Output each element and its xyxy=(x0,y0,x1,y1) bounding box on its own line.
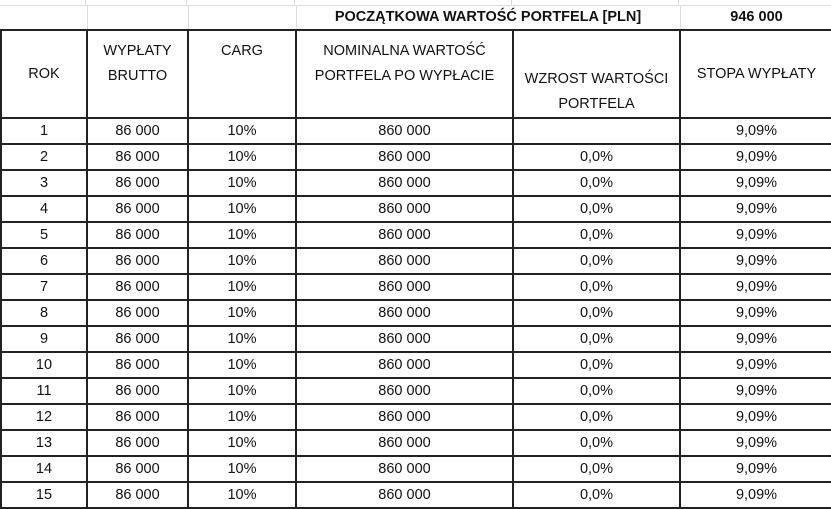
cell-nominalna[interactable]: 860 000 xyxy=(296,196,513,222)
cell-stopa[interactable]: 9,09% xyxy=(680,326,831,352)
cell-carg[interactable]: 10% xyxy=(188,248,296,274)
cell-rok[interactable]: 11 xyxy=(1,378,87,404)
table-row xyxy=(1,196,831,222)
cell-wzrost[interactable]: 0,0% xyxy=(513,248,680,274)
cell-carg[interactable]: 10% xyxy=(188,196,296,222)
cell-rok[interactable]: 3 xyxy=(1,170,87,196)
cell-wyplaty[interactable]: 86 000 xyxy=(87,404,188,430)
title-row xyxy=(1,5,831,30)
cell-rok[interactable]: 14 xyxy=(1,456,87,482)
cell-rok[interactable]: 10 xyxy=(1,352,87,378)
cell-nominalna[interactable]: 860 000 xyxy=(296,118,513,144)
empty-cell[interactable] xyxy=(1,5,87,30)
table-row xyxy=(1,118,831,144)
cell-stopa[interactable]: 9,09% xyxy=(680,430,831,456)
cell-carg[interactable]: 10% xyxy=(188,274,296,300)
cell-stopa[interactable]: 9,09% xyxy=(680,300,831,326)
table-row xyxy=(1,326,831,352)
table-row xyxy=(1,482,831,508)
header-wzrost[interactable]: WZROST WARTOŚCI PORTFELA xyxy=(513,30,680,118)
cell-nominalna[interactable]: 860 000 xyxy=(296,144,513,170)
cell-stopa[interactable]: 9,09% xyxy=(680,170,831,196)
table-row xyxy=(1,300,831,326)
cell-wyplaty[interactable]: 86 000 xyxy=(87,482,188,508)
cell-wyplaty[interactable]: 86 000 xyxy=(87,196,188,222)
initial-portfolio-label[interactable]: POCZĄTKOWA WARTOŚĆ PORTFELA [PLN] xyxy=(296,5,680,30)
cell-rok[interactable]: 12 xyxy=(1,404,87,430)
header-carg[interactable]: CARG xyxy=(188,30,296,118)
cell-wzrost[interactable]: 0,0% xyxy=(513,300,680,326)
empty-cell[interactable] xyxy=(188,5,296,30)
cell-rok[interactable]: 1 xyxy=(1,118,87,144)
cell-carg[interactable]: 10% xyxy=(188,482,296,508)
cell-wyplaty[interactable]: 86 000 xyxy=(87,170,188,196)
cell-wyplaty[interactable]: 86 000 xyxy=(87,222,188,248)
cell-nominalna[interactable]: 860 000 xyxy=(296,300,513,326)
cell-rok[interactable]: 2 xyxy=(1,144,87,170)
header-wyplaty[interactable]: WYPŁATY BRUTTO xyxy=(87,30,188,118)
cell-nominalna[interactable]: 860 000 xyxy=(296,378,513,404)
cell-nominalna[interactable]: 860 000 xyxy=(296,170,513,196)
cell-stopa[interactable]: 9,09% xyxy=(680,118,831,144)
table-row xyxy=(1,352,831,378)
cell-nominalna[interactable]: 860 000 xyxy=(296,430,513,456)
cell-wyplaty[interactable]: 86 000 xyxy=(87,326,188,352)
table-row xyxy=(1,430,831,456)
cell-carg[interactable]: 10% xyxy=(188,326,296,352)
cell-wyplaty[interactable]: 86 000 xyxy=(87,144,188,170)
cell-rok[interactable]: 15 xyxy=(1,482,87,508)
header-stopa[interactable]: STOPA WYPŁATY xyxy=(680,30,831,118)
table-row xyxy=(1,170,831,196)
cell-rok[interactable]: 13 xyxy=(1,430,87,456)
cell-stopa[interactable]: 9,09% xyxy=(680,196,831,222)
cell-wyplaty[interactable]: 86 000 xyxy=(87,456,188,482)
cell-rok[interactable]: 8 xyxy=(1,300,87,326)
cell-nominalna[interactable]: 860 000 xyxy=(296,248,513,274)
cell-rok[interactable]: 5 xyxy=(1,222,87,248)
cell-wzrost[interactable]: 0,0% xyxy=(513,222,680,248)
cell-carg[interactable]: 10% xyxy=(188,352,296,378)
cell-nominalna[interactable]: 860 000 xyxy=(296,456,513,482)
table-row xyxy=(1,222,831,248)
empty-cell[interactable] xyxy=(87,5,188,30)
table-row xyxy=(1,144,831,170)
cell-nominalna[interactable]: 860 000 xyxy=(296,482,513,508)
cell-carg[interactable]: 10% xyxy=(188,378,296,404)
cell-wyplaty[interactable]: 86 000 xyxy=(87,274,188,300)
cell-wyplaty[interactable]: 86 000 xyxy=(87,378,188,404)
cell-stopa[interactable]: 9,09% xyxy=(680,144,831,170)
cell-stopa[interactable]: 9,09% xyxy=(680,274,831,300)
header-row xyxy=(1,30,831,118)
cell-wzrost[interactable]: 0,0% xyxy=(513,196,680,222)
cell-stopa[interactable]: 9,09% xyxy=(680,482,831,508)
cell-wyplaty[interactable]: 86 000 xyxy=(87,248,188,274)
cell-carg[interactable]: 10% xyxy=(188,404,296,430)
cell-stopa[interactable]: 9,09% xyxy=(680,352,831,378)
cell-carg[interactable]: 10% xyxy=(188,430,296,456)
cell-stopa[interactable]: 9,09% xyxy=(680,248,831,274)
cell-stopa[interactable]: 9,09% xyxy=(680,222,831,248)
cell-wzrost[interactable]: 0,0% xyxy=(513,482,680,508)
cell-rok[interactable]: 6 xyxy=(1,248,87,274)
table-row xyxy=(1,274,831,300)
cell-wyplaty[interactable]: 86 000 xyxy=(87,118,188,144)
cell-wyplaty[interactable]: 86 000 xyxy=(87,300,188,326)
cell-nominalna[interactable]: 860 000 xyxy=(296,326,513,352)
cell-carg[interactable]: 10% xyxy=(188,222,296,248)
cell-wzrost[interactable]: 0,0% xyxy=(513,456,680,482)
header-rok[interactable]: ROK xyxy=(1,30,87,118)
cell-wyplaty[interactable]: 86 000 xyxy=(87,430,188,456)
cell-wyplaty[interactable]: 86 000 xyxy=(87,352,188,378)
cell-rok[interactable]: 4 xyxy=(1,196,87,222)
cell-nominalna[interactable]: 860 000 xyxy=(296,404,513,430)
cell-wzrost[interactable] xyxy=(513,118,680,144)
cell-wzrost[interactable]: 0,0% xyxy=(513,352,680,378)
cell-stopa[interactable]: 9,09% xyxy=(680,378,831,404)
cell-stopa[interactable]: 9,09% xyxy=(680,404,831,430)
table-row xyxy=(1,404,831,430)
cell-carg[interactable]: 10% xyxy=(188,456,296,482)
cell-wzrost[interactable]: 0,0% xyxy=(513,430,680,456)
cell-nominalna[interactable]: 860 000 xyxy=(296,274,513,300)
table-row xyxy=(1,456,831,482)
cell-wzrost[interactable]: 0,0% xyxy=(513,274,680,300)
cell-wzrost[interactable]: 0,0% xyxy=(513,404,680,430)
cell-carg[interactable]: 10% xyxy=(188,300,296,326)
cell-wzrost[interactable]: 0,0% xyxy=(513,170,680,196)
table-row xyxy=(1,248,831,274)
cell-nominalna[interactable]: 860 000 xyxy=(296,352,513,378)
cell-stopa[interactable]: 9,09% xyxy=(680,456,831,482)
cell-wzrost[interactable]: 0,0% xyxy=(513,144,680,170)
cell-wzrost[interactable]: 0,0% xyxy=(513,326,680,352)
cell-carg[interactable]: 10% xyxy=(188,144,296,170)
cell-wzrost[interactable]: 0,0% xyxy=(513,378,680,404)
cell-nominalna[interactable]: 860 000 xyxy=(296,222,513,248)
header-nominalna[interactable]: NOMINALNA WARTOŚĆ PORTFELA PO WYPŁACIE xyxy=(296,30,513,118)
cell-rok[interactable]: 7 xyxy=(1,274,87,300)
cell-rok[interactable]: 9 xyxy=(1,326,87,352)
table-row xyxy=(1,378,831,404)
cell-carg[interactable]: 10% xyxy=(188,170,296,196)
initial-portfolio-value[interactable]: 946 000 xyxy=(680,5,831,30)
cell-carg[interactable]: 10% xyxy=(188,118,296,144)
withdrawal-table xyxy=(0,5,831,509)
